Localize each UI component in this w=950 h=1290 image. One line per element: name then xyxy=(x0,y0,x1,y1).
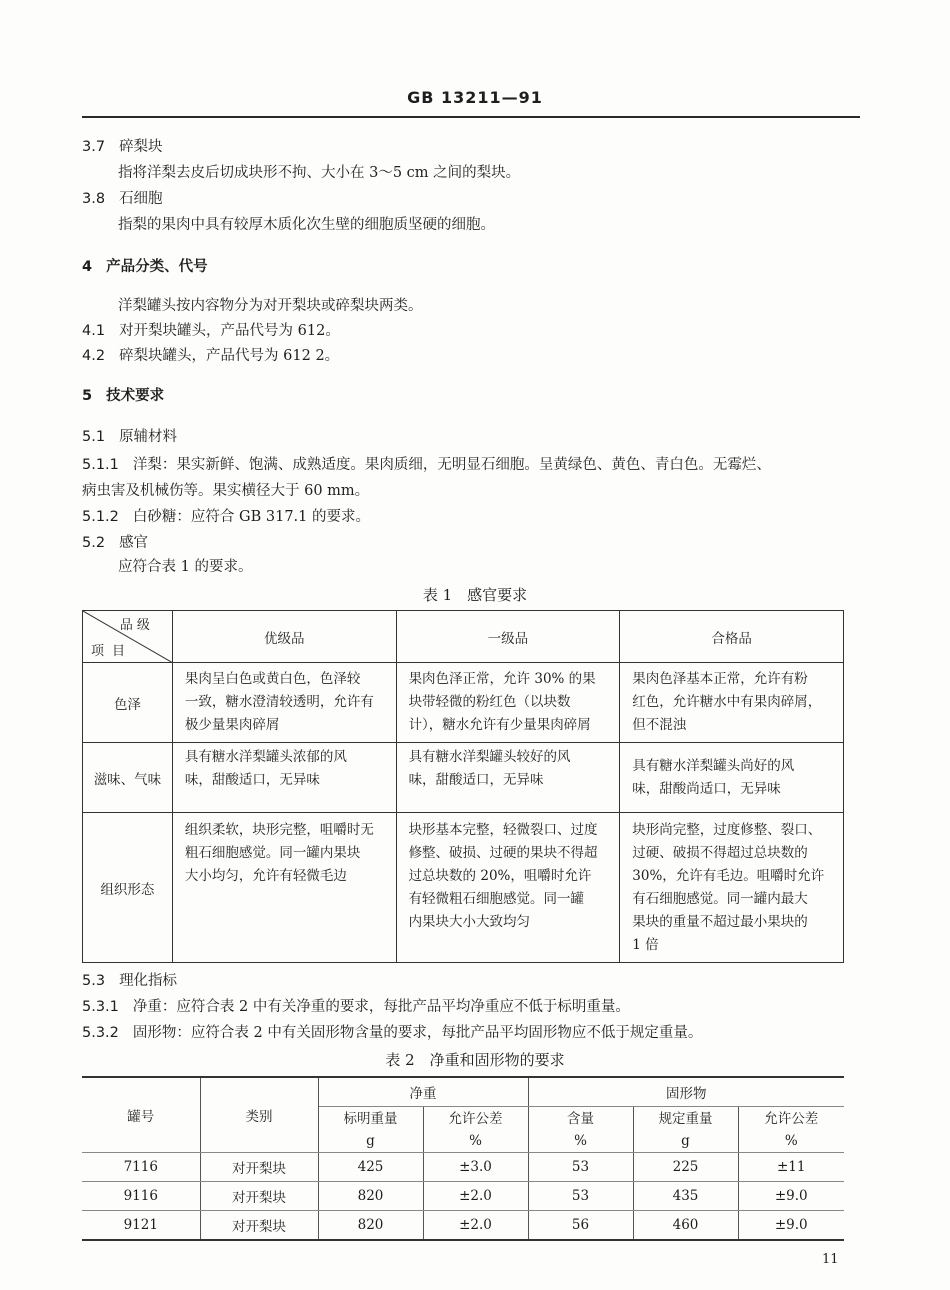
cell-line: 块形基本完整，轻微裂口、过度 xyxy=(408,822,598,838)
section-title: 感官 xyxy=(119,535,149,551)
corner-grade-label: 品级 xyxy=(119,618,154,633)
section-title: 石细胞 xyxy=(119,191,163,207)
section-3-8-heading xyxy=(82,189,163,209)
cell-line: 味，甜酸适口，无异味 xyxy=(184,772,320,788)
table2-cell: 435 xyxy=(633,1182,738,1211)
section-title: 碎梨块 xyxy=(119,139,163,155)
section-5-1-1-cont: 病虫害及机械伤等。果实横径大于 60 mm。 xyxy=(82,483,370,499)
section-number: 5.3.2 xyxy=(82,1025,119,1041)
cell-line: 过总块数的 20%，咀嚼时允许 xyxy=(408,868,592,884)
unit-label: % xyxy=(469,1132,482,1149)
cell-line: 一致，糖水澄清较透明，允许有 xyxy=(184,694,374,710)
section-5-1-2 xyxy=(82,507,370,527)
table2-subheader xyxy=(423,1107,528,1153)
table2-subheader xyxy=(633,1107,738,1153)
table1-caption: 表 1 感官要求 xyxy=(422,586,528,604)
cell-line: 味，甜酸适口，无异味 xyxy=(408,772,544,788)
cell-line: 有轻微粗石细胞感觉。同一罐 xyxy=(408,891,585,907)
table2-header-row xyxy=(82,1077,844,1107)
table-row xyxy=(82,1211,844,1241)
cell-line: 过硬、破损不得超过总块数的 xyxy=(632,845,808,861)
section-5-3-1 xyxy=(82,997,630,1017)
table1-cell xyxy=(620,663,844,743)
cell-line: 30%，允许有毛边。咀嚼时允许 xyxy=(632,868,825,884)
table2-subheader xyxy=(318,1107,423,1153)
cell-line: 内果块大小大致均匀 xyxy=(408,914,531,930)
subheader-label: 含量 xyxy=(567,1110,594,1127)
table1-grade-header: 一级品 xyxy=(396,611,620,663)
table2-solid-header: 固形物 xyxy=(528,1077,844,1107)
cell-line: 果肉色泽基本正常，允许有粉 xyxy=(632,671,808,687)
section-text: 白砂糖：应符合 GB 317.1 的要求。 xyxy=(132,509,370,525)
section-4-2 xyxy=(82,346,339,366)
cell-line: 粗石细胞感觉。同一罐内果块 xyxy=(184,845,361,861)
section-4-1 xyxy=(82,321,340,341)
table2-cell: ±2.0 xyxy=(423,1182,528,1211)
corner-item-label: 项目 xyxy=(91,644,134,659)
table2-cell: 对开梨块 xyxy=(200,1211,318,1241)
table2-cell: 对开梨块 xyxy=(200,1182,318,1211)
table1-cell xyxy=(396,663,620,743)
table2-cell: 820 xyxy=(318,1182,423,1211)
section-number: 5.2 xyxy=(82,535,106,551)
unit-label: g xyxy=(681,1132,690,1149)
cell-line: 极少量果肉碎屑 xyxy=(184,717,280,733)
table2-cell: 9116 xyxy=(82,1182,200,1211)
cell-line: 具有糖水洋梨罐头较好的风 xyxy=(408,749,571,765)
cell-line: 果肉呈白色或黄白色，色泽较 xyxy=(184,671,361,687)
section-title: 理化指标 xyxy=(119,973,178,989)
table1-grade-header: 合格品 xyxy=(620,611,844,663)
section-text: 洋梨：果实新鲜、饱满、成熟适度。果肉质细，无明显石细胞。呈黄绿色、黄色、青白色。无霉烂、 xyxy=(132,457,771,473)
cell-line: 果肉色泽正常，允许 30% 的果 xyxy=(408,671,596,687)
cell-line: 果块的重量不超过最小果块的 xyxy=(632,914,808,930)
table1-cell xyxy=(620,813,844,963)
section-number: 4 xyxy=(82,259,93,275)
cell-line: 具有糖水洋梨罐头浓郁的风 xyxy=(184,749,347,765)
cell-line: 具有糖水洋梨罐头尚好的风 xyxy=(632,757,795,774)
section-number: 5.1.1 xyxy=(82,457,119,473)
table2-type-header: 类别 xyxy=(200,1077,318,1153)
section-text: 净重：应符合表 2 中有关净重的要求，每批产品平均净重应不低于标明重量。 xyxy=(132,999,630,1015)
section-3-7-text: 指将洋梨去皮后切成块形不拘、大小在 3～5 cm 之间的梨块。 xyxy=(118,165,521,181)
table2-cell: 820 xyxy=(318,1211,423,1241)
section-number: 3.7 xyxy=(82,139,106,155)
table1-row-label: 滋味、气味 xyxy=(83,743,173,813)
table2-cell: 460 xyxy=(633,1211,738,1241)
section-5-3-2 xyxy=(82,1023,702,1043)
section-4-text: 洋梨罐头按内容物分为对开梨块或碎梨块两类。 xyxy=(118,298,423,314)
section-number: 4.1 xyxy=(82,323,106,339)
table2-cell: 7116 xyxy=(82,1153,200,1182)
cell-line: 块带轻微的粉红色（以块数 xyxy=(408,694,571,710)
section-text: 固形物：应符合表 2 中有关固形物含量的要求，每批产品平均固形物应不低于规定重量。 xyxy=(132,1025,703,1041)
table1-cell xyxy=(172,743,396,813)
table1-cell xyxy=(620,743,844,813)
section-number: 3.8 xyxy=(82,191,106,207)
subheader-label: 标明重量 xyxy=(343,1110,398,1127)
table1-corner-cell xyxy=(83,611,173,663)
table1-row xyxy=(83,743,844,813)
table2-cell: 425 xyxy=(318,1153,423,1182)
table2-cell: ±9.0 xyxy=(738,1182,844,1211)
cell-line: 组织柔软，块形完整，咀嚼时无 xyxy=(184,822,374,838)
unit-label: g xyxy=(366,1132,375,1149)
table2-net-weight xyxy=(82,1076,844,1241)
section-text: 碎梨块罐头，产品代号为 612 2。 xyxy=(119,348,340,364)
section-title: 原辅材料 xyxy=(119,429,178,445)
table2-cell: ±3.0 xyxy=(423,1153,528,1182)
cell-line: 大小均匀，允许有轻微毛边 xyxy=(184,868,347,884)
table2-cell: 对开梨块 xyxy=(200,1153,318,1182)
table2-cell: 225 xyxy=(633,1153,738,1182)
table2-caption: 表 2 净重和固形物的要求 xyxy=(385,1051,565,1069)
cell-line: 有石细胞感觉。同一罐内最大 xyxy=(632,891,808,907)
table2-cell: ±9.0 xyxy=(738,1211,844,1241)
section-3-8-text: 指梨的果肉中具有较厚木质化次生壁的细胞质坚硬的细胞。 xyxy=(118,217,495,233)
section-5-2-text: 应符合表 1 的要求。 xyxy=(118,559,253,575)
subheader-label: 允许公差 xyxy=(764,1110,819,1127)
table-row xyxy=(82,1153,844,1182)
table1-cell xyxy=(396,743,620,813)
cell-line: 但不混浊 xyxy=(632,717,687,733)
page-header-title: GB 13211—91 xyxy=(407,88,543,107)
table2-cell: ±11 xyxy=(738,1153,844,1182)
section-title: 技术要求 xyxy=(106,388,165,404)
table2-cell: ±2.0 xyxy=(423,1211,528,1241)
table1-cell xyxy=(396,813,620,963)
unit-label: % xyxy=(784,1132,798,1149)
subheader-label: 规定重量 xyxy=(658,1110,713,1127)
header-rule xyxy=(82,116,860,118)
cell-line: 计），糖水允许有少量果肉碎屑 xyxy=(408,717,591,733)
unit-label: % xyxy=(574,1132,587,1149)
table2-net-header: 净重 xyxy=(318,1077,528,1107)
section-number: 5.3.1 xyxy=(82,999,119,1015)
section-5-1-heading xyxy=(82,427,177,447)
table1-row-label: 色泽 xyxy=(83,663,173,743)
table1-row-label: 组织形态 xyxy=(83,813,173,963)
cell-line: 块形尚完整，过度修整、裂口、 xyxy=(632,822,822,838)
table1-grade-header: 优级品 xyxy=(172,611,396,663)
section-5-1-1 xyxy=(82,455,771,475)
table2-cell: 9121 xyxy=(82,1211,200,1241)
section-5-heading xyxy=(82,386,164,406)
table2-cell: 53 xyxy=(528,1182,633,1211)
table2-subheader xyxy=(738,1107,844,1153)
cell-line: 味，甜酸尚适口，无异味 xyxy=(632,780,781,797)
section-3-7-heading xyxy=(82,137,163,157)
table2-cell: 53 xyxy=(528,1153,633,1182)
table2-cell: 56 xyxy=(528,1211,633,1241)
table2-can-header: 罐号 xyxy=(82,1077,200,1153)
cell-line: 红色，允许糖水中有果肉碎屑， xyxy=(632,694,822,710)
section-title: 产品分类、代号 xyxy=(106,259,208,275)
subheader-label: 允许公差 xyxy=(448,1110,503,1127)
section-5-2-heading xyxy=(82,533,148,553)
table1-row xyxy=(83,663,844,743)
table-row xyxy=(82,1182,844,1211)
table2-subheader xyxy=(528,1107,633,1153)
table1-cell xyxy=(172,813,396,963)
section-number: 5 xyxy=(82,388,93,404)
section-5-3-heading xyxy=(82,971,177,991)
section-number: 5.3 xyxy=(82,973,106,989)
section-number: 5.1 xyxy=(82,429,106,445)
section-number: 4.2 xyxy=(82,348,106,364)
table1-sensory xyxy=(82,610,844,963)
cell-line: 修整、破损、过硬的果块不得超 xyxy=(408,845,598,861)
section-number: 5.1.2 xyxy=(82,509,119,525)
page-number: 11 xyxy=(822,1252,839,1267)
section-text: 对开梨块罐头，产品代号为 612。 xyxy=(119,323,340,339)
table1-cell xyxy=(172,663,396,743)
section-4-heading xyxy=(82,257,208,277)
table1-header-row xyxy=(83,611,844,663)
cell-line: 1 倍 xyxy=(632,937,659,953)
table1-row xyxy=(83,813,844,963)
